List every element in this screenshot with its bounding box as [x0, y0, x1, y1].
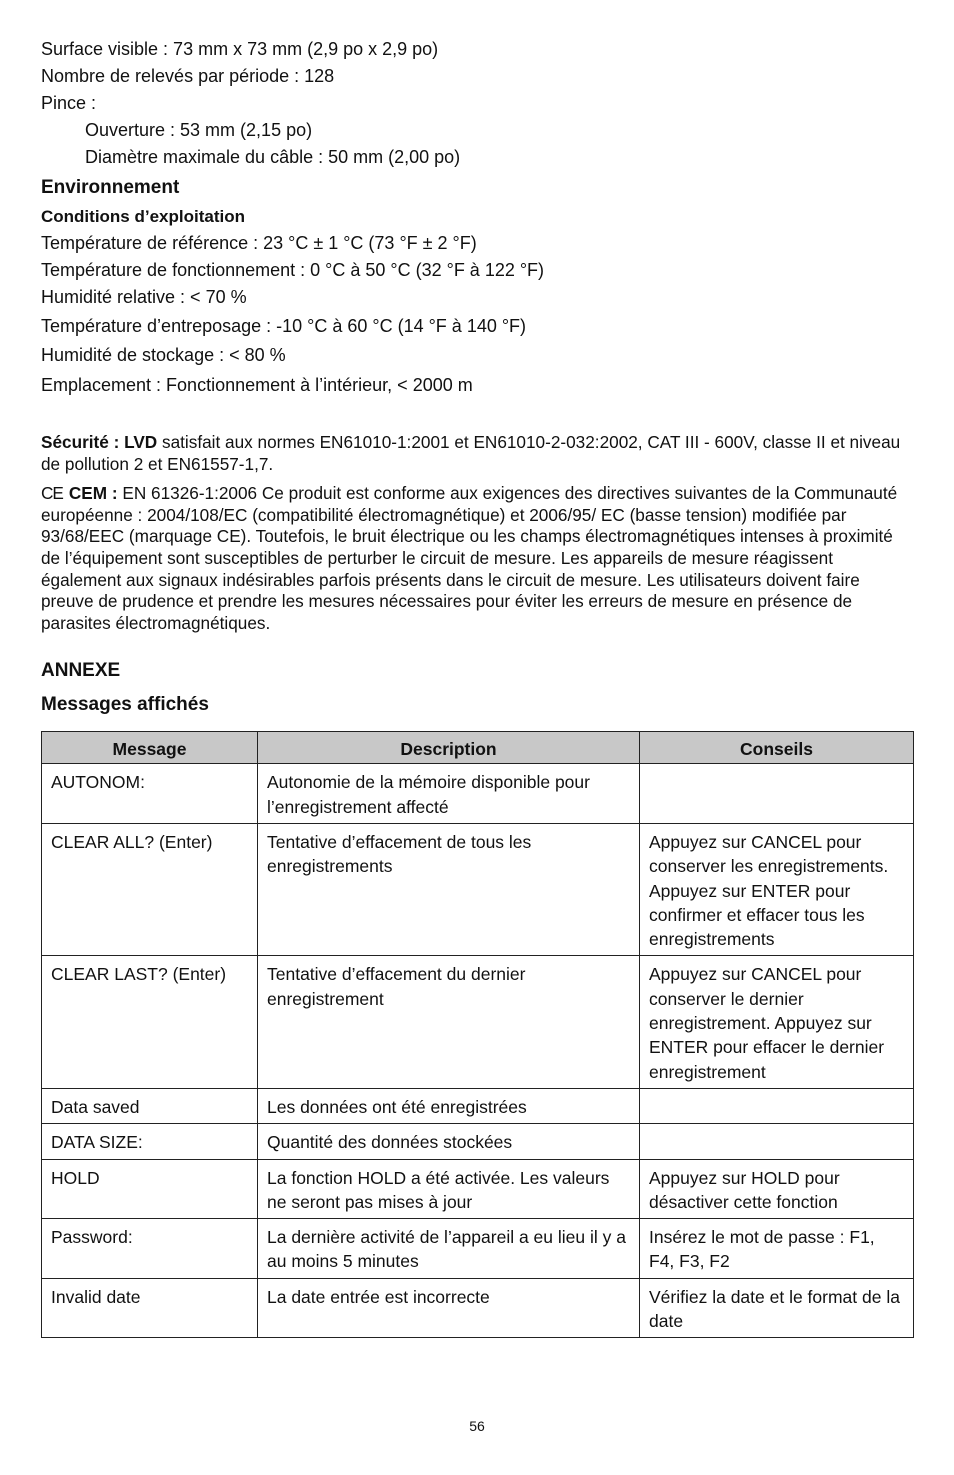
- column-header-description: Description: [258, 732, 640, 764]
- cell-conseils: [640, 764, 914, 824]
- table-row: [42, 1124, 914, 1159]
- messages-heading: Messages affichés: [41, 694, 209, 716]
- cell-conseils: Appuyez sur HOLD pour désactiver cette fonction: [640, 1159, 914, 1219]
- cell-conseils: [640, 1124, 914, 1159]
- ce-mark-icon: CE: [41, 483, 63, 504]
- table-row: [42, 1219, 914, 1279]
- cem-paragraph: [41, 483, 913, 634]
- cem-label: CEM :: [68, 483, 118, 504]
- cell-description: La fonction HOLD a été activée. Les valeurs ne seront pas mises à jour: [258, 1159, 640, 1219]
- document-page: [41, 36, 913, 1338]
- annexe-heading: ANNEXE: [41, 660, 121, 682]
- cell-message: CLEAR ALL? (Enter): [42, 823, 258, 955]
- cell-description: Autonomie de la mémoire disponible pour l’enregistrement affecté: [258, 764, 640, 824]
- cell-conseils: Vérifiez la date et le format de la date: [640, 1278, 914, 1338]
- column-header-message: Message: [42, 732, 258, 764]
- env-line: Température d’entreposage : -10 °C à 60 °C (14 °F à 140 °F): [41, 316, 527, 336]
- spec-line: Surface visible : 73 mm x 73 mm (2,9 po x 2,9 po): [41, 39, 439, 59]
- cell-conseils: Appuyez sur CANCEL pour conserver les enregistrements. Appuyez sur ENTER pour confirmer et effacer tous les enregistrements: [640, 823, 914, 955]
- cell-message: HOLD: [42, 1159, 258, 1219]
- table-header-row: [42, 732, 914, 764]
- cell-description: La date entrée est incorrecte: [258, 1278, 640, 1338]
- env-line: Humidité relative : < 70 %: [41, 287, 247, 307]
- safety-text: satisfait aux normes EN61010-1:2001 et EN61010-2-032:2002, CAT III - 600V, classe II et niveau de pollution 2 et EN61557-1,7.: [41, 432, 901, 474]
- cell-message: DATA SIZE:: [42, 1124, 258, 1159]
- table-row: [42, 956, 914, 1088]
- spec-line: Pince :: [41, 93, 97, 113]
- env-line: Température de référence : 23 °C ± 1 °C (73 °F ± 2 °F): [41, 233, 477, 253]
- cell-message: CLEAR LAST? (Enter): [42, 956, 258, 1088]
- page-number: 56: [469, 1418, 485, 1434]
- cell-description: La dernière activité de l’appareil a eu lieu il y a au moins 5 minutes: [258, 1219, 640, 1279]
- cell-description: Les données ont été enregistrées: [258, 1088, 640, 1123]
- conditions-subheading: Conditions d’exploitation: [41, 207, 245, 226]
- table-row: [42, 1159, 914, 1219]
- table-row: [42, 823, 914, 955]
- safety-paragraph: [41, 432, 913, 475]
- cell-message: Data saved: [42, 1088, 258, 1123]
- column-header-conseils: Conseils: [640, 732, 914, 764]
- env-line: Humidité de stockage : < 80 %: [41, 345, 286, 365]
- env-line: Emplacement : Fonctionnement à l’intérieur, < 2000 m: [41, 375, 473, 395]
- env-line: Température de fonctionnement : 0 °C à 50 °C (32 °F à 122 °F): [41, 260, 545, 280]
- spec-line: Nombre de relevés par période : 128: [41, 66, 335, 86]
- cell-message: Invalid date: [42, 1278, 258, 1338]
- safety-label: Sécurité : LVD: [41, 432, 158, 452]
- table-row: [42, 1278, 914, 1338]
- cem-text: EN 61326-1:2006 Ce produit est conforme aux exigences des directives suivantes de la Communauté européenne : 2004/108/EC (compatibilité électromagnétique) et 2006/95/ EC (basse tension) modifiée par 93/68/EEC (marquage CE). Toutefois, le bruit électrique ou les champs électromagnétiques intenses à proximité de l’équipement sont susceptibles de perturber le circuit de mesure. Les appareils de mesure réagissent également aux signaux indésirables parfois présents dans le circuit de mesure. Les utilisateurs doivent faire preuve de prudence et prendre les mesures nécessaires pour éviter les erreurs de mesure en présence de parasites électromagnétiques.: [41, 483, 898, 633]
- pince-item: Ouverture : 53 mm (2,15 po): [85, 120, 313, 140]
- cell-conseils: Appuyez sur CANCEL pour conserver le dernier enregistrement. Appuyez sur ENTER pour effacer le dernier enregistrement: [640, 956, 914, 1088]
- cell-description: Quantité des données stockées: [258, 1124, 640, 1159]
- pince-item: Diamètre maximale du câble : 50 mm (2,00 po): [85, 147, 461, 167]
- cell-description: Tentative d’effacement du dernier enregistrement: [258, 956, 640, 1088]
- cell-description: Tentative d’effacement de tous les enregistrements: [258, 823, 640, 955]
- messages-table: [41, 731, 914, 1338]
- cell-message: AUTONOM:: [42, 764, 258, 824]
- cell-message: Password:: [42, 1219, 258, 1279]
- cell-conseils: Insérez le mot de passe : F1, F4, F3, F2: [640, 1219, 914, 1279]
- table-row: [42, 764, 914, 824]
- cell-conseils: [640, 1088, 914, 1123]
- environment-heading: Environnement: [41, 177, 180, 198]
- table-row: [42, 1088, 914, 1123]
